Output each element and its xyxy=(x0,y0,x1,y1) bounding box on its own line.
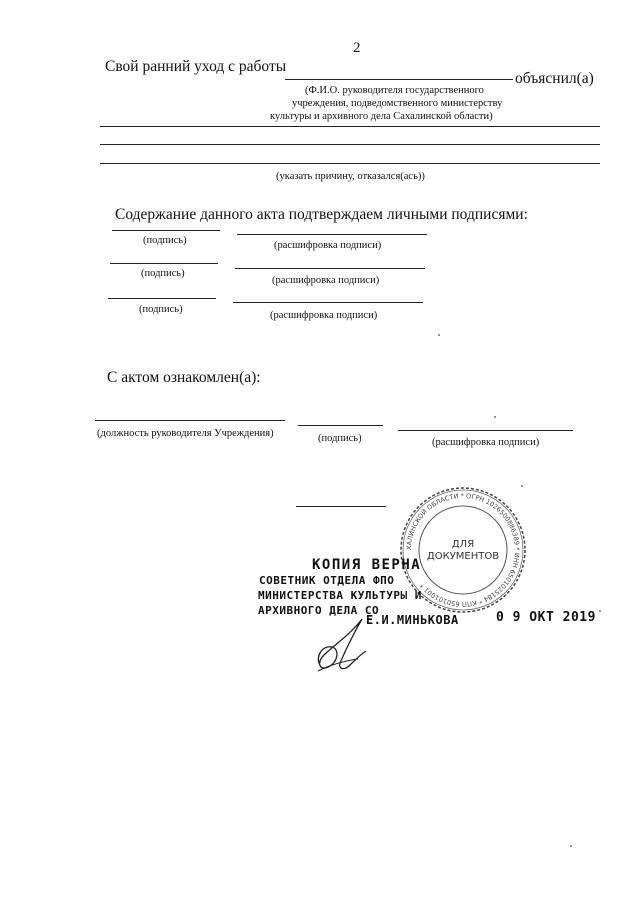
certifier-name: Е.И.МИНЬКОВА xyxy=(366,613,459,627)
signature-caption-3: (подпись) xyxy=(139,304,183,315)
acquainted-signature-caption: (подпись) xyxy=(318,433,362,444)
decoding-caption-3: (расшифровка подписи) xyxy=(270,310,378,321)
stamp-blank-line xyxy=(296,506,386,507)
acquainted-signature-line xyxy=(298,425,383,426)
name-blank-line xyxy=(285,79,513,80)
reason-line-2 xyxy=(100,144,600,145)
scan-speck xyxy=(570,845,572,847)
certification-line1: СОВЕТНИК ОТДЕЛА ФПО xyxy=(259,574,395,587)
signature-caption-1: (подпись) xyxy=(143,235,187,246)
signature-caption-2: (подпись) xyxy=(141,268,185,279)
confirmation-heading: Содержание данного акта подтверждаем личными подписями: xyxy=(115,206,528,223)
reason-line-3 xyxy=(100,163,600,164)
scan-speck xyxy=(494,416,496,418)
early-leave-prefix: Свой ранний уход с работы xyxy=(105,58,287,75)
svg-text:ХАЛИНСКОЙ ОБЛАСТИ * ОГРН 10265 xyxy=(405,492,521,608)
copy-true-label: КОПИЯ ВЕРНА xyxy=(312,557,422,573)
acquainted-decoding-caption: (расшифровка подписи) xyxy=(432,437,540,448)
acquainted-heading: С актом ознакомлен(а): xyxy=(107,369,261,386)
name-caption-line3: культуры и архивного дела Сахалинской области) xyxy=(270,111,493,122)
decoding-caption-2: (расшифровка подписи) xyxy=(272,275,380,286)
signature-line-1 xyxy=(112,230,220,231)
signature-line-2 xyxy=(110,263,218,264)
name-caption-line2: учреждения, подведомственного министерству xyxy=(292,98,503,109)
decoding-caption-1: (расшифровка подписи) xyxy=(274,240,382,251)
scan-speck xyxy=(599,610,601,612)
page-number: 2 xyxy=(353,40,361,56)
scan-speck xyxy=(521,485,523,487)
seal-ring-text: ХАЛИНСКОЙ ОБЛАСТИ * ОГРН 1026500886389 * ИНН 6501025184 * КПП 650101001 * xyxy=(404,491,522,609)
certification-date: 0 9 ОКТ 2019 xyxy=(496,610,596,625)
certification-line2: МИНИСТЕРСТВА КУЛЬТУРЫ И xyxy=(258,589,422,602)
decoding-line-3 xyxy=(233,302,423,303)
name-caption-line1: (Ф.И.О. руководителя государственного xyxy=(305,85,484,96)
reason-caption: (указать причину, отказался(ась)) xyxy=(276,171,425,182)
seal-center-line1: ДЛЯ xyxy=(451,539,475,550)
handwritten-signature xyxy=(310,605,390,680)
decoding-line-2 xyxy=(235,268,425,269)
position-caption: (должность руководителя Учреждения) xyxy=(97,428,274,439)
acquainted-decoding-line xyxy=(398,430,573,431)
early-leave-suffix: объяснил(а) xyxy=(515,70,594,87)
reason-line-1 xyxy=(100,126,600,127)
seal-center-line2: ДОКУМЕНТОВ xyxy=(426,551,500,562)
decoding-line-1 xyxy=(237,234,427,235)
scan-speck xyxy=(438,334,440,336)
position-line xyxy=(95,420,285,421)
signature-line-3 xyxy=(108,298,216,299)
certification-line3: АРХИВНОГО ДЕЛА СО xyxy=(258,604,380,617)
